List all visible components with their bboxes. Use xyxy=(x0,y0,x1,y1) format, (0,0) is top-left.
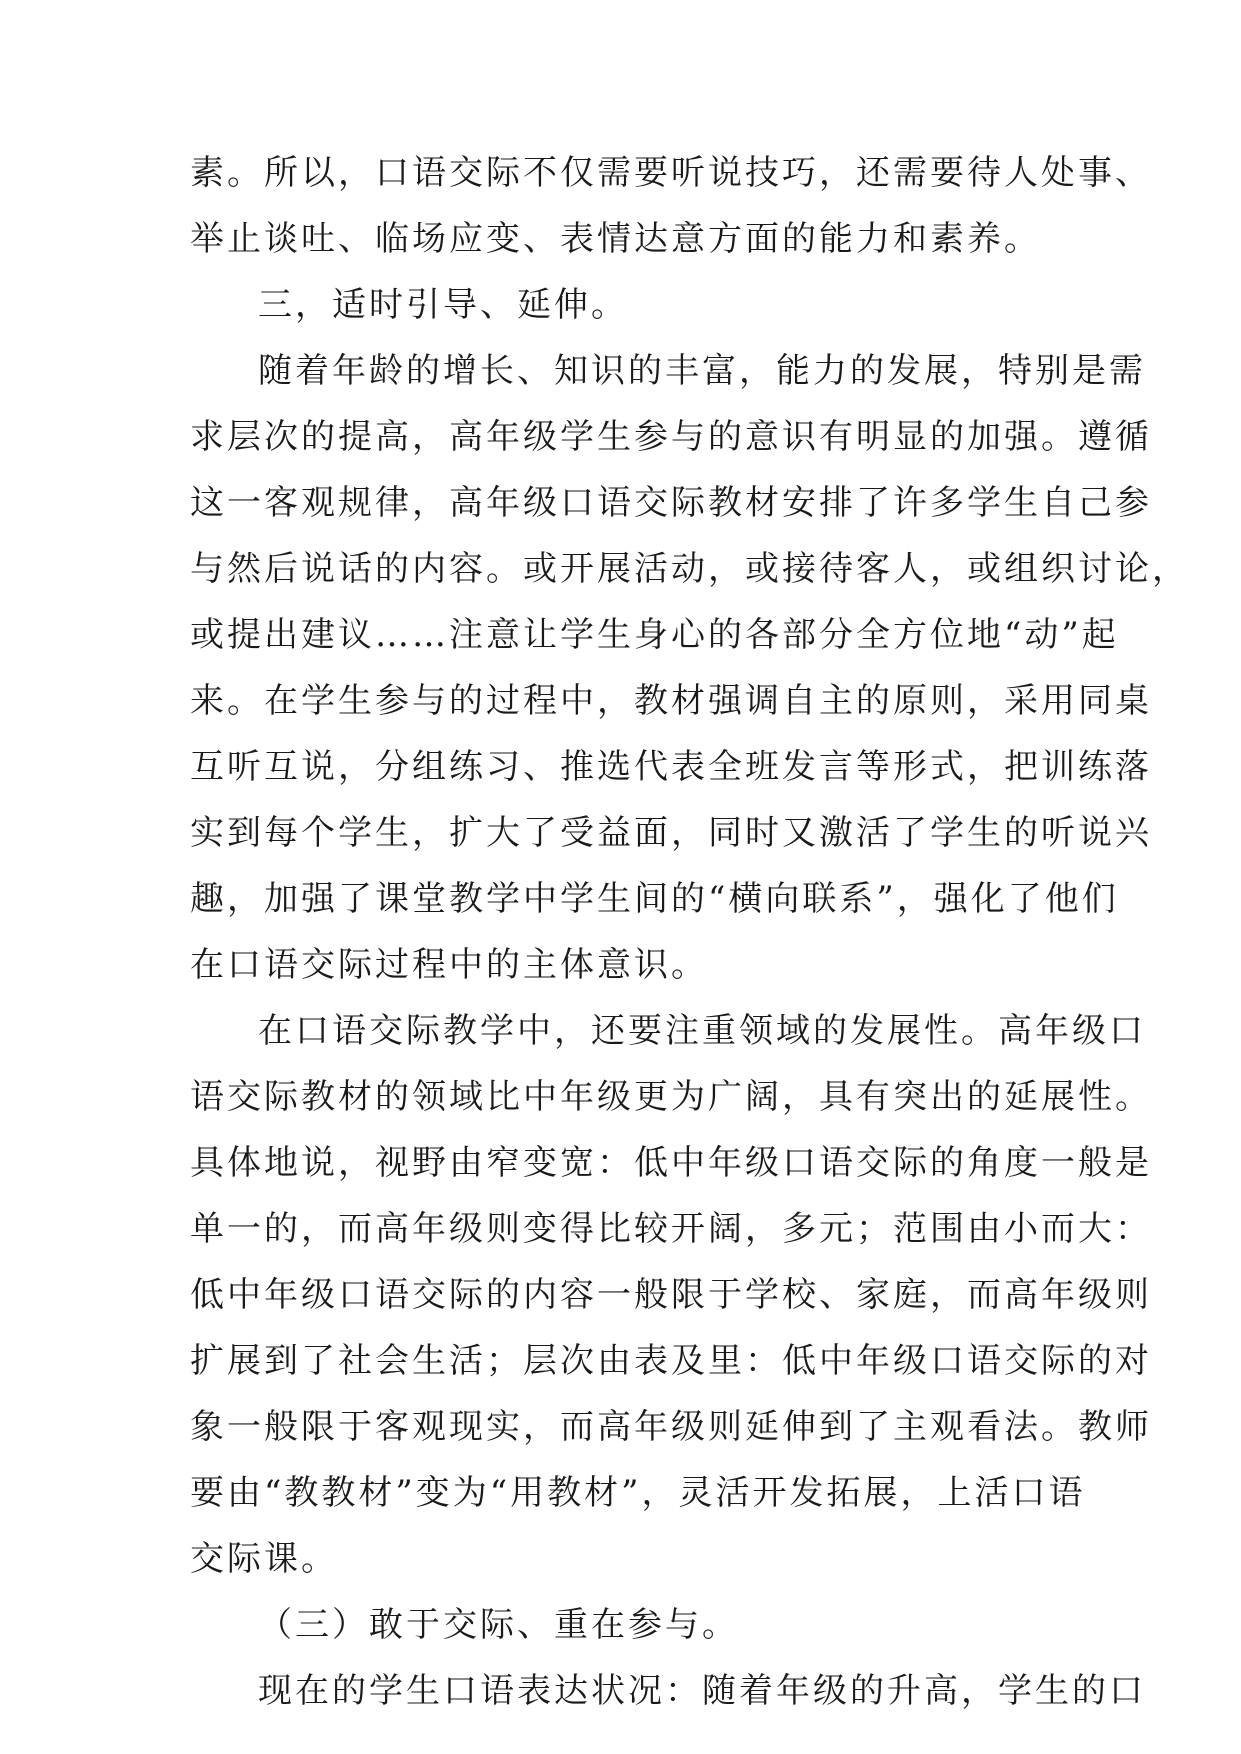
text-line: 低中年级口语交际的内容一般限于学校、家庭，而高年级则 xyxy=(190,1275,1152,1315)
text-line: 与然后说话的内容。或开展活动，或接待客人，或组织讨论， xyxy=(190,549,1189,589)
text-line: 举止谈吐、临场应变、表情达意方面的能力和素养。 xyxy=(190,219,1041,259)
text-line: 扩展到了社会生活；层次由表及里：低中年级口语交际的对 xyxy=(190,1341,1152,1381)
text-line: 实到每个学生，扩大了受益面，同时又激活了学生的听说兴 xyxy=(190,813,1152,853)
text-line: 互听互说，分组练习、推选代表全班发言等形式，把训练落 xyxy=(190,747,1152,787)
text-line: 交际课。 xyxy=(190,1539,338,1579)
text-line: 来。在学生参与的过程中，教材强调自主的原则，采用同桌 xyxy=(190,681,1152,721)
text-line: 语交际教材的领域比中年级更为广阔，具有突出的延展性。 xyxy=(190,1077,1152,1117)
text-line: 要由“教教材”变为“用教材”，灵活开发拓展，上活口语 xyxy=(190,1473,1086,1513)
text-line: 这一客观规律，高年级口语交际教材安排了许多学生自己参 xyxy=(190,483,1152,523)
text-line: 象一般限于客观现实，而高年级则延伸到了主观看法。教师 xyxy=(190,1407,1152,1447)
text-line: 求层次的提高，高年级学生参与的意识有明显的加强。遵循 xyxy=(190,417,1152,457)
text-line: 具体地说，视野由窄变宽：低中年级口语交际的角度一般是 xyxy=(190,1143,1152,1183)
text-line: 在口语交际过程中的主体意识。 xyxy=(190,945,708,985)
section-heading: （三）敢于交际、重在参与。 xyxy=(258,1605,739,1645)
text-line: 或提出建议……注意让学生身心的各部分全方位地“动”起 xyxy=(190,615,1119,655)
document-body xyxy=(190,140,1189,1724)
text-line: 趣，加强了课堂教学中学生间的“横向联系”，强化了他们 xyxy=(190,879,1119,919)
text-line: 随着年龄的增长、知识的丰富，能力的发展，特别是需 xyxy=(258,351,1146,391)
section-heading: 三，适时引导、延伸。 xyxy=(258,285,628,325)
text-line: 素。所以，口语交际不仅需要听说技巧，还需要待人处事、 xyxy=(190,153,1152,193)
text-line: 单一的，而高年级则变得比较开阔，多元；范围由小而大： xyxy=(190,1209,1152,1249)
text-line: 在口语交际教学中，还要注重领域的发展性。高年级口 xyxy=(258,1011,1146,1051)
text-line: 现在的学生口语表达状况：随着年级的升高，学生的口 xyxy=(258,1671,1146,1711)
